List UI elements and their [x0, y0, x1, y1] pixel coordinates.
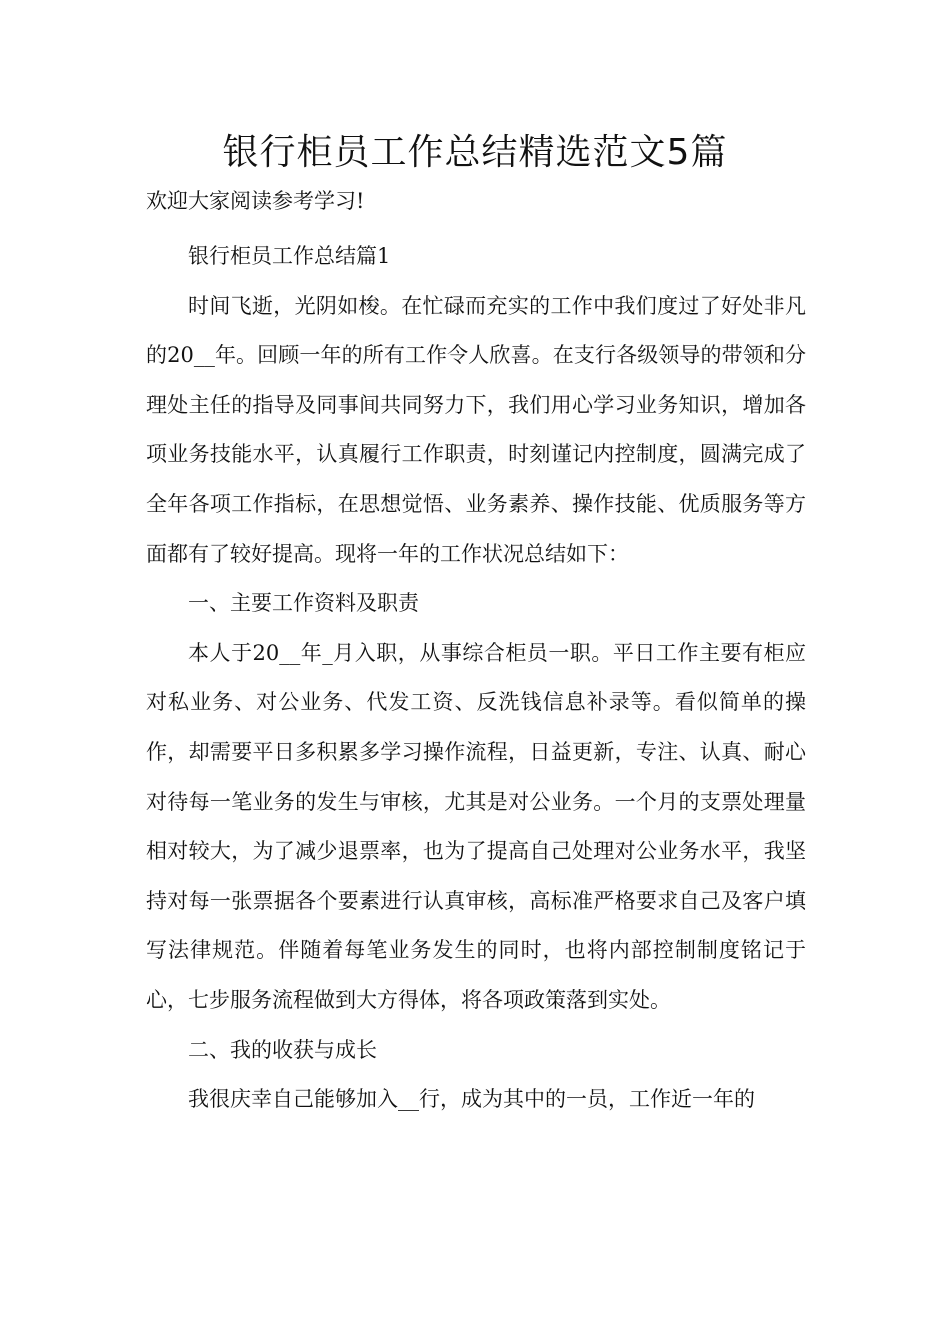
- document-title: 银行柜员工作总结精选范文5篇: [222, 132, 728, 173]
- paragraph-2: 本人于20__年_月入职，从事综合柜员一职。平日工作主要有柜应对私业务、对公业务、代发工资、反洗钱信息补录等。看似简单的操作，却需要平日多积累多学习操作流程，日益更新，专注、认真、耐心对待每一笔业务的发生与审核，尤其是对公业务。一个月的支票处理量相对较大，为了减少退票率，也为了提高自己处理对公业务水平，我坚持对每一张票据各个要素进行认真审核，高标准严格要求自己及客户填写法律规范。伴随着每笔业务发生的同时，也将内部控制制度铭记于心，七步服务流程做到大方得体，将各项政策落到实处。: [146, 640, 806, 1012]
- paragraph-1: 时间飞逝，光阴如梭。在忙碌而充实的工作中我们度过了好处非凡的20__年。回顾一年的所有工作令人欣喜。在支行各级领导的带领和分理处主任的指导及同事间共同努力下，我们用心学习业务知识，增加各项业务技能水平，认真履行工作职责，时刻谨记内控制度，圆满完成了全年各项工作指标，在思想觉悟、业务素养、操作技能、优质服务等方面都有了较好提高。现将一年的工作状况总结如下：: [146, 293, 806, 566]
- paragraph-3: 我很庆幸自己能够加入__行，成为其中的一员，工作近一年的: [188, 1087, 755, 1112]
- section-heading-1: 银行柜员工作总结篇1: [188, 244, 391, 268]
- section-heading-2: 一、主要工作资料及职责: [188, 591, 419, 616]
- intro-line: 欢迎大家阅读参考学习!: [146, 189, 365, 213]
- document-body: [146, 232, 806, 1125]
- section-heading-3: 二、我的收获与成长: [188, 1037, 377, 1062]
